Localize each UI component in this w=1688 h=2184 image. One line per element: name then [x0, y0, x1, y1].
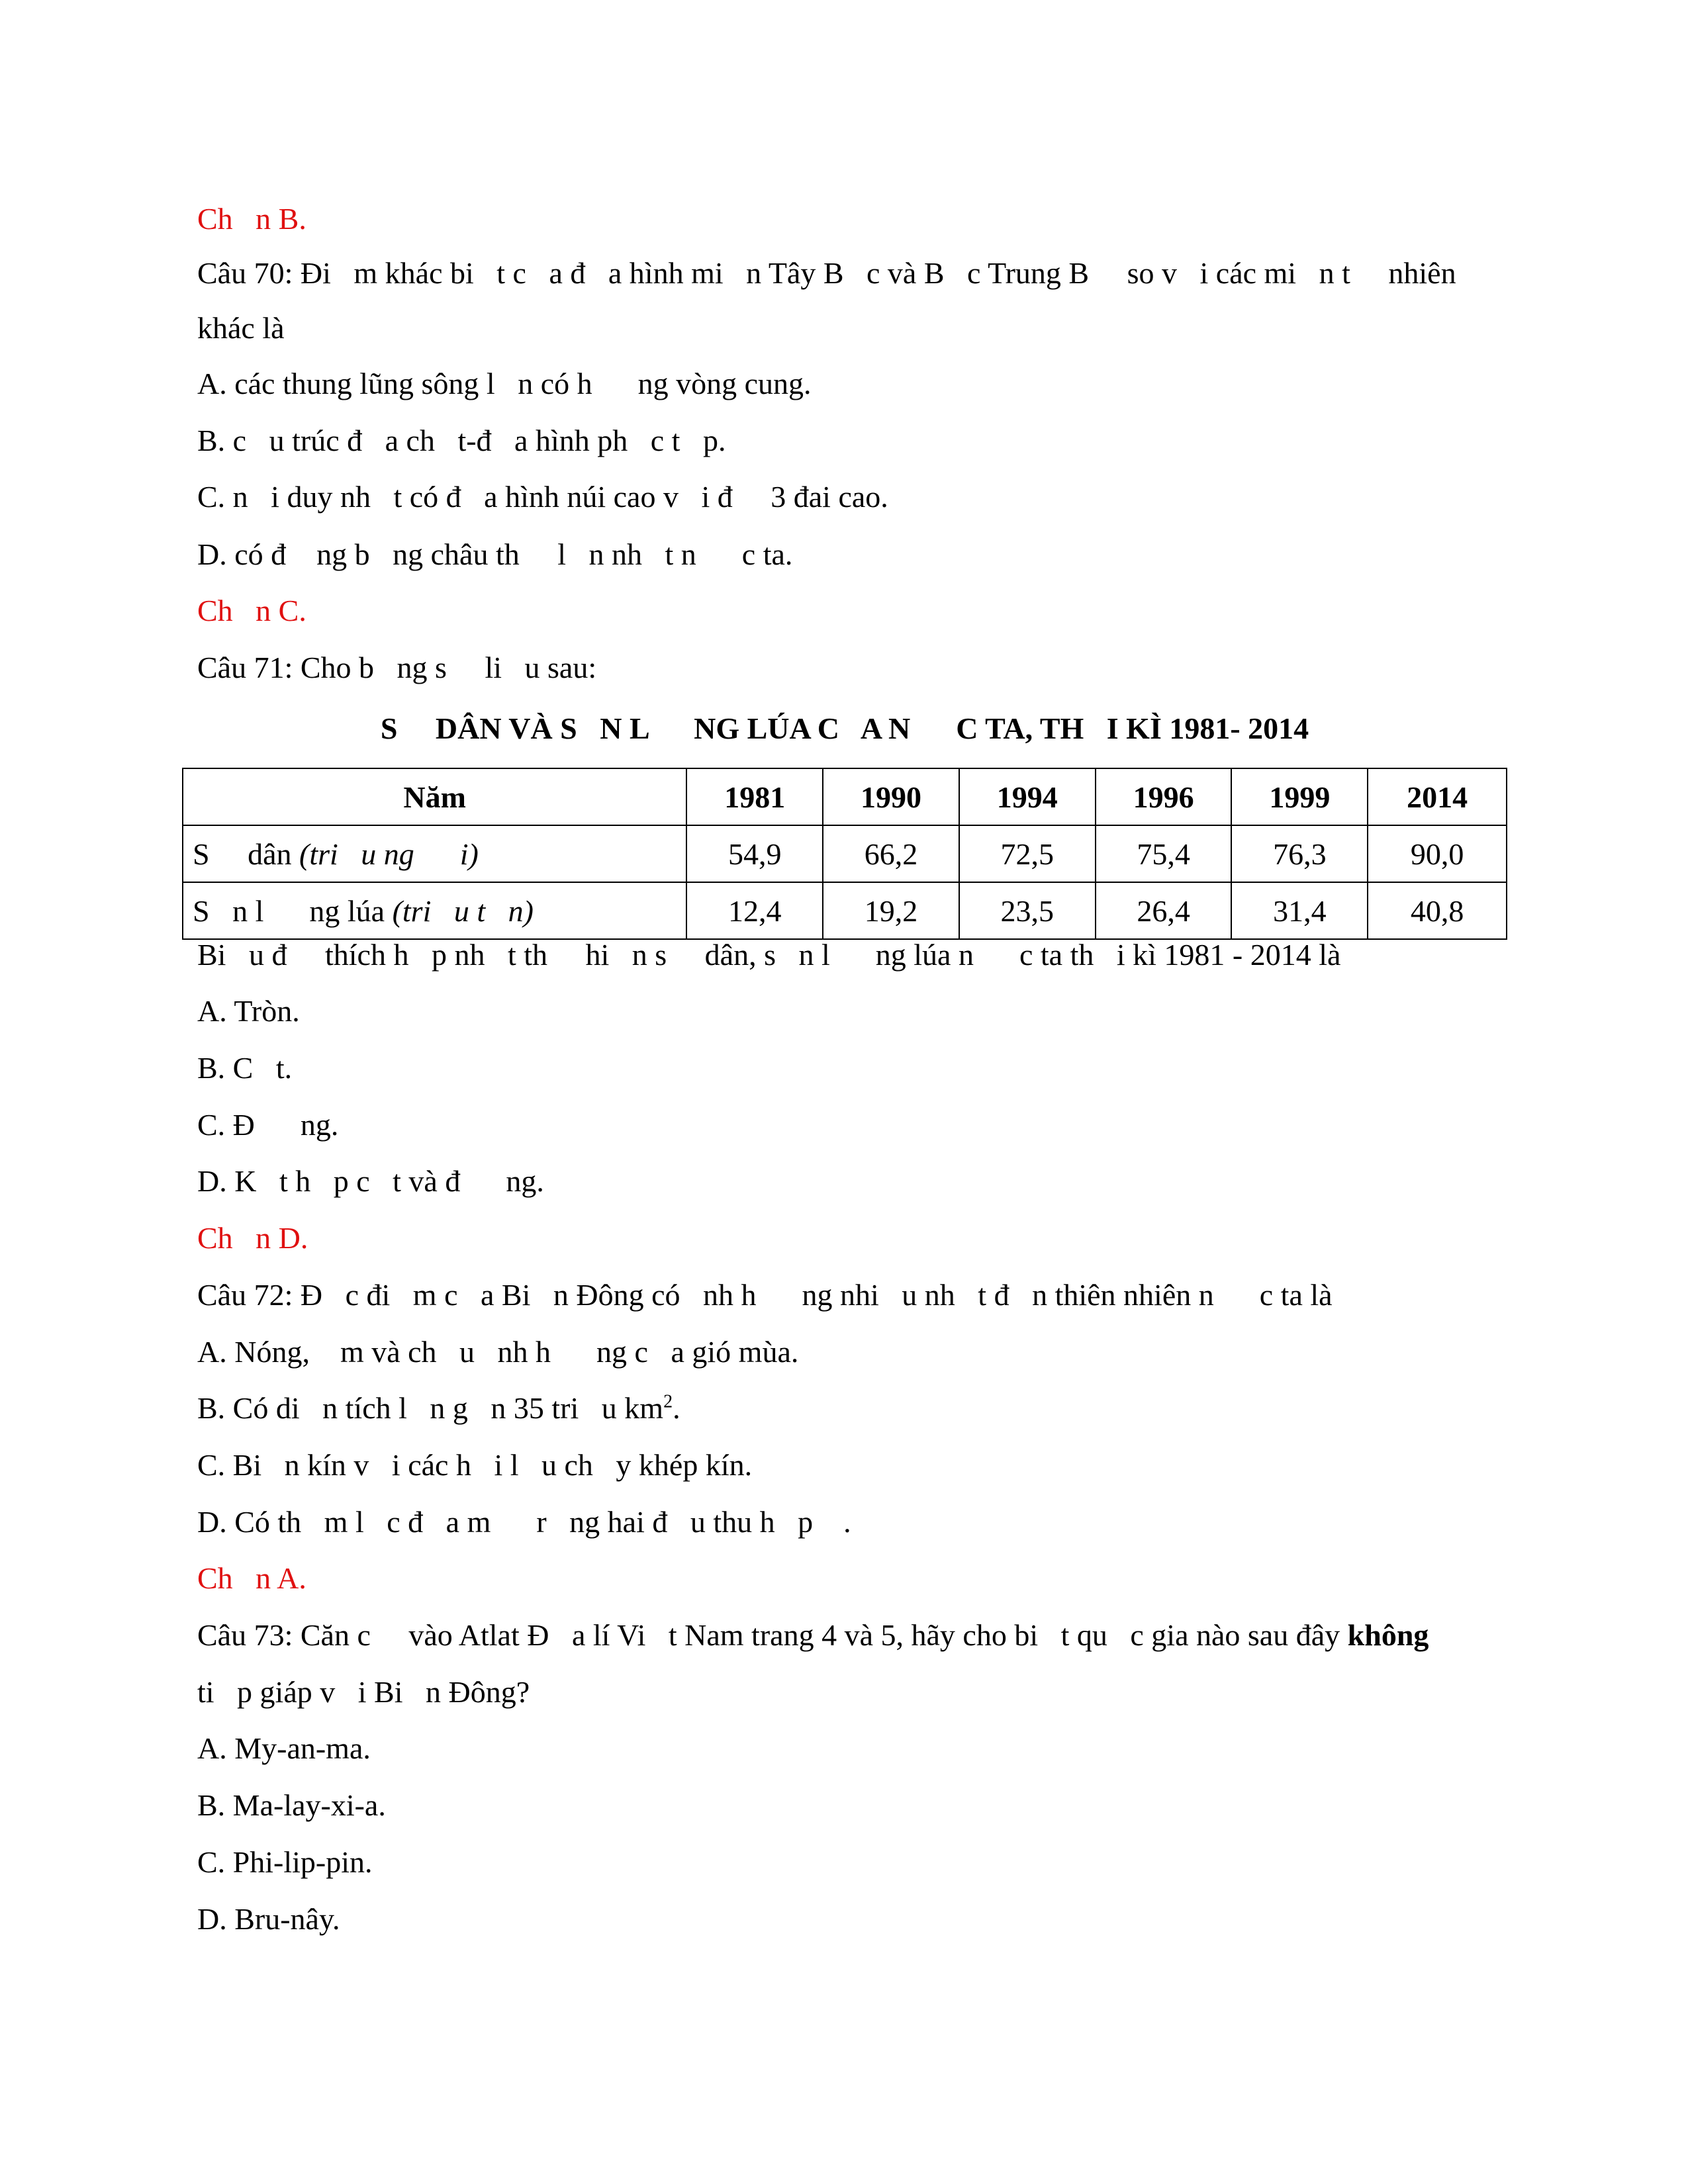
answer-69: Ch n B.	[197, 202, 306, 236]
table-cell: 19,2	[823, 882, 959, 939]
header-1996: 1996	[1096, 768, 1232, 825]
question-73-line2: ti p giáp v i Bi n Đông?	[197, 1675, 530, 1709]
superscript: 2	[663, 1391, 673, 1412]
question-73-option-c: C. Phi-lip-pin.	[197, 1845, 373, 1879]
question-71-prompt: Câu 71: Cho b ng s li u sau:	[197, 651, 597, 684]
question-72-option-c: C. Bi n kín v i các h i l u ch y khép kín.	[197, 1448, 753, 1482]
row-label-text: S n l ng lúa	[193, 893, 393, 928]
question-70-line1: Câu 70: Đi m khác bi t c a đ a hình mi n Tây B c và B c Trung B so v i các mi n t nhiên	[197, 256, 1456, 290]
question-71-text: Bi u đ thích h p nh t th hi n s dân, s n l ng lúa n c ta th i kì 1981 - 2014 là	[197, 938, 1341, 972]
table-cell: 54,9	[686, 825, 823, 882]
question-70-option-c: C. n i duy nh t có đ a hình núi cao v i đ 3 đai cao.	[197, 480, 888, 514]
table-cell: 12,4	[686, 882, 823, 939]
question-73-text: Câu 73: Căn c vào Atlat Đ a lí Vi t Nam trang 4 và 5, hãy cho bi t qu c gia nào sau đây	[197, 1618, 1348, 1652]
question-72-text: Câu 72: Đ c đi m c a Bi n Đông có nh h ng nhi u nh t đ n thiên nhiên n c ta là	[197, 1278, 1333, 1312]
question-73-line1	[197, 1616, 1495, 1655]
header-year: Năm	[183, 768, 686, 825]
answer-71: Ch n D.	[197, 1221, 308, 1255]
table-row-population	[183, 825, 1507, 882]
answer-72: Ch n A.	[197, 1561, 306, 1595]
row-unit: (tri u t n)	[392, 893, 534, 928]
question-71-option-a: A. Tròn.	[197, 994, 300, 1028]
header-1981: 1981	[686, 768, 823, 825]
question-72-option-a: A. Nóng, m và ch u nh h ng c a gió mùa.	[197, 1335, 799, 1369]
question-71-option-c: C. Đ ng.	[197, 1108, 339, 1142]
question-70-line2: khác là	[197, 311, 285, 345]
table-row-rice	[183, 882, 1507, 939]
table-cell: 76,3	[1231, 825, 1368, 882]
table-header-row	[183, 768, 1507, 825]
question-72-option-d: D. Có th m l c đ a m r ng hai đ u thu h p .	[197, 1505, 851, 1539]
question-72-option-b	[197, 1389, 1495, 1428]
data-table	[182, 768, 1507, 940]
question-70-option-b: B. c u trúc đ a ch t-đ a hình ph c t p.	[197, 424, 726, 457]
question-70-option-d: D. có đ ng b ng châu th l n nh t n c ta.	[197, 537, 793, 571]
header-1994: 1994	[959, 768, 1096, 825]
header-2014: 2014	[1368, 768, 1507, 825]
table-cell: 26,4	[1096, 882, 1232, 939]
header-1990: 1990	[823, 768, 959, 825]
table-cell: 31,4	[1231, 882, 1368, 939]
question-73-emphasis: không	[1347, 1618, 1429, 1652]
question-73-option-b: B. Ma-lay-xi-a.	[197, 1788, 386, 1822]
question-71-option-d: D. K t h p c t và đ ng.	[197, 1164, 544, 1198]
table-cell: 72,5	[959, 825, 1096, 882]
option-b-end: .	[673, 1391, 680, 1425]
table-cell: 90,0	[1368, 825, 1507, 882]
question-73-option-a: A. My-an-ma.	[197, 1731, 371, 1765]
option-b-text: B. Có di n tích l n g n 35 tri u km	[197, 1391, 664, 1425]
table-cell: 40,8	[1368, 882, 1507, 939]
question-70-option-a: A. các thung lũng sông l n có h ng vòng cung.	[197, 367, 812, 400]
question-73-option-d: D. Bru-nây.	[197, 1902, 340, 1936]
row-unit: (tri u ng i)	[299, 837, 479, 871]
table-cell: 75,4	[1096, 825, 1232, 882]
header-1999: 1999	[1231, 768, 1368, 825]
table-cell: 66,2	[823, 825, 959, 882]
table-title: S DÂN VÀ S N L NG LÚA C A N C TA, TH I KÌ 1981- 2014	[380, 711, 1309, 745]
row-label-rice	[183, 882, 686, 939]
table-cell: 23,5	[959, 882, 1096, 939]
question-71-option-b: B. C t.	[197, 1051, 293, 1085]
row-label-text: S dân	[193, 837, 299, 871]
answer-70: Ch n C.	[197, 594, 306, 627]
row-label-population	[183, 825, 686, 882]
